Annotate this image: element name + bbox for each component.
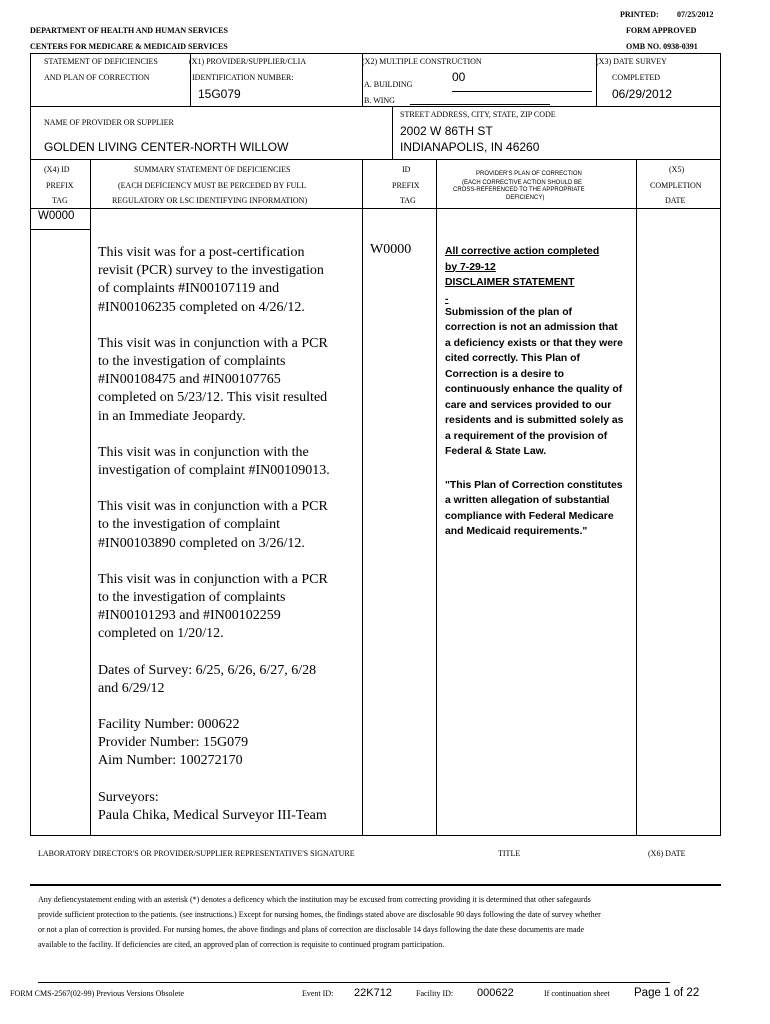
poc-line2: by 7-29-12 <box>445 261 496 273</box>
x1-label-2: IDENTIFICATION NUMBER: <box>192 73 294 82</box>
building-line <box>452 91 592 92</box>
statement-label-2: AND PLAN OF CORRECTION <box>44 73 150 82</box>
colhdr-bottom-rule <box>30 208 720 209</box>
event-id-label: Event ID: <box>302 989 334 998</box>
address-label: STREET ADDRESS, CITY, STATE, ZIP CODE <box>400 110 556 119</box>
body-left-rule <box>30 159 31 836</box>
provider-right-rule <box>720 106 721 160</box>
poc-text2: "This Plan of Correction constitutes a written allegation of substantial compliance with Federal Medicare and Medicaid requirements." <box>445 479 623 537</box>
summary-label-1: SUMMARY STATEMENT OF DEFICIENCIES <box>134 165 291 174</box>
facility-id-value: 000622 <box>477 987 514 999</box>
x5-label-2: COMPLETION <box>650 181 702 190</box>
id-label-1: ID <box>402 165 411 174</box>
plan-label-4: DEFICIENCY) <box>506 195 545 201</box>
x1-value: 15G079 <box>198 87 241 101</box>
header-top-rule <box>30 53 720 54</box>
footnote-top-rule <box>30 884 721 886</box>
poc-dash: - <box>445 293 449 305</box>
x1-label: (X1) PROVIDER/SUPPLIER/CLIA <box>189 57 307 66</box>
x5-label-3: DATE <box>665 196 686 205</box>
x4-label-1: (X4) ID <box>44 165 70 174</box>
facility-number: Facility Number: 000622 <box>98 717 240 733</box>
x3-label-2: COMPLETED <box>612 73 660 82</box>
provider-bottom-rule <box>30 159 720 160</box>
event-id-value: 22K712 <box>354 987 392 999</box>
aim-number: Aim Number: 100272170 <box>98 753 243 769</box>
footnote: Any defiencystatement ending with an asterisk (*) denotes a deficency which the institution may be excused from correcting providing it is determined that other safegaurds provide sufficient protection to the patients. (see instructions.) Except for nursing homes, the findings stated above are disclosable 90 days following the date of survey whether or not a plan of correction is provided. For nursing homes, the above findings and plans of correction are disclosable 14 days following the date these documents are made available to the facility. If deficiencies are cited, an approved plan of correction is requisite to continued program participation. <box>38 895 601 949</box>
signature-label: LABORATORY DIRECTOR'S OR PROVIDER/SUPPLIER REPRESENTATIVE'S SIGNATURE <box>38 849 355 858</box>
address-line1: 2002 W 86TH ST <box>400 124 493 138</box>
printed-date: 07/25/2012 <box>677 10 714 19</box>
x4-label-2: PREFIX <box>46 181 74 190</box>
body-bottom-rule <box>30 835 721 836</box>
wing-label: B. WING <box>364 96 395 105</box>
x5-label-1: (X5) <box>669 165 685 174</box>
statement-label-1: STATEMENT OF DEFICIENCIES <box>44 57 158 66</box>
id-label-3: TAG <box>400 196 416 205</box>
x2-value: 00 <box>452 70 466 84</box>
title-label: TITLE <box>498 849 521 858</box>
col-div-2 <box>362 159 363 836</box>
surveyors-label: Surveyors: <box>98 789 159 805</box>
x3-label: (X3) DATE SURVEY <box>596 57 667 66</box>
narrative-paragraph: This visit was in conjunction with the investigation of complaint #IN00109013. <box>98 444 330 479</box>
poc-text1: Submission of the plan of correction is not an admission that a deficiency exists or that they were cited correctly. This Plan of Correction is a desire to continuously enhance the quality of care and services provided to our residents and is submitted solely as a requirement of the provision of Federal & State Law. <box>445 306 624 457</box>
body-right-rule <box>720 159 721 836</box>
narrative-paragraph: This visit was in conjunction with a PCR to the investigation of complaint #IN00103890 completed on 3/26/12. <box>98 499 328 551</box>
building-label: A. BUILDING <box>364 80 413 89</box>
tag-mid: W0000 <box>370 242 412 257</box>
x6-date-label: (X6) DATE <box>648 849 686 858</box>
agency-line2: CENTERS FOR MEDICARE & MEDICAID SERVICES <box>30 42 228 51</box>
surveyor-name: Paula Chika, Medical Surveyor III-Team <box>98 807 327 823</box>
continuation-label: If continuation sheet <box>544 989 610 998</box>
address-line2: INDIANAPOLIS, IN 46260 <box>400 140 540 154</box>
agency-line1: DEPARTMENT OF HEALTH AND HUMAN SERVICES <box>30 26 228 35</box>
id-label-2: PREFIX <box>392 181 420 190</box>
provider-number: Provider Number: 15G079 <box>98 735 249 751</box>
form-number: FORM CMS-2567(02-99) Previous Versions Obsolete <box>10 989 185 998</box>
tag-left-rule <box>30 229 90 230</box>
col-div-3 <box>436 159 437 836</box>
provider-left-rule <box>30 106 31 160</box>
page-number: Page 1 of 22 <box>634 987 700 999</box>
provider-name-label: NAME OF PROVIDER OR SUPPLIER <box>44 118 174 127</box>
narrative-paragraph: Dates of Survey: 6/25, 6/26, 6/27, 6/28 and 6/29/12 <box>98 662 317 696</box>
header-right-rule <box>720 53 721 107</box>
form-approved: FORM APPROVED <box>626 26 697 35</box>
narrative-paragraph: This visit was in conjunction with a PCR to the investigation of complaints #IN00101293 and #IN00102259 completed on 1/20/12. <box>98 571 328 642</box>
plan-label-2: (EACH CORRECTIVE ACTION SHOULD BE <box>462 180 583 186</box>
header-left-rule <box>30 53 31 107</box>
footer-rule <box>38 982 670 983</box>
summary-narrative <box>98 244 338 825</box>
summary-label-2: (EACH DEFICIENCY MUST BE PERCEDED BY FULL <box>118 181 307 190</box>
poc-disclaimer: DISCLAIMER STATEMENT <box>445 277 575 288</box>
omb-number: OMB NO. 0938-0391 <box>626 42 698 51</box>
narrative-paragraph: This visit was for a post-certification revisit (PCR) survey to the investigation of complaints #IN00107119 and #IN00106235 completed on 4/26/12. <box>98 245 324 315</box>
provider-name: GOLDEN LIVING CENTER-NORTH WILLOW <box>44 140 289 154</box>
poc-line1: All corrective action completed <box>445 246 600 257</box>
col-div-4 <box>636 159 637 836</box>
plan-of-correction <box>445 244 625 540</box>
col-div-1 <box>90 159 91 836</box>
x4-label-3: TAG <box>52 196 68 205</box>
plan-label-1: PROVIDER'S PLAN OF CORRECTION <box>476 171 582 177</box>
x3-value: 06/29/2012 <box>612 87 673 101</box>
summary-label-3: REGULATORY OR LSC IDENTIFYING INFORMATION) <box>112 196 308 205</box>
narrative-paragraph: This visit was in conjunction with a PCR to the investigation of complaints #IN00108475 and #IN00107765 completed on 5/23/12. This visit resulted in an Immediate Jeopardy. <box>98 335 328 424</box>
plan-label-3: CROSS-REFERENCED TO THE APPROPRIATE <box>453 187 585 193</box>
tag-left: W0000 <box>38 210 75 222</box>
header-bottom-rule <box>30 106 720 107</box>
printed-label: PRINTED: <box>620 10 659 19</box>
wing-line <box>410 104 550 105</box>
x2-label: (X2) MULTIPLE CONSTRUCTION <box>362 57 482 66</box>
provider-div <box>392 106 393 160</box>
facility-id-label: Facility ID: <box>416 989 454 998</box>
